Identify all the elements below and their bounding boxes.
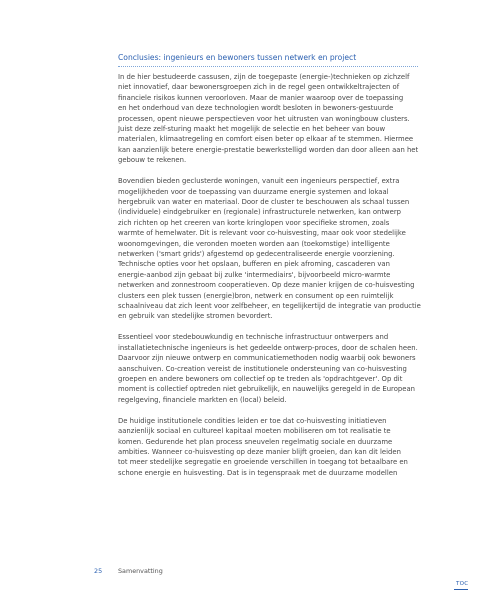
text-line: (individuele) eindgebruiker en (regionale) infrastructurele netwerken, kan ontwerp: [118, 208, 402, 217]
text-line: groepen en andere bewoners om collectief op te treden als 'opdrachtgever'. Op dit: [118, 374, 403, 383]
paragraph: [118, 416, 424, 478]
toc-link[interactable]: TOC: [456, 581, 469, 587]
text-line: en het onderhoud van deze technologien wordt besloten in bewoners-gestuurde: [118, 104, 394, 113]
text-line: ambities. Wanneer co-huisvesting op deze manier blijft groeien, dan kan dit leiden: [118, 447, 401, 456]
text-line: netwerken ('smart grids') afgestemd op gedecentraliseerde energie voorziening.: [118, 250, 395, 258]
text-line: Juist deze zelf-sturing maakt het mogelijk de selectie en het beheer van bouw: [118, 125, 386, 134]
text-line: Essentieel voor stedebouwkundig en technische infrastructuur ontwerpers and: [118, 333, 389, 342]
text-line: komen. Gedurende het plan process sneuvelen regelmatig sociale en duurzame: [118, 437, 393, 446]
text-line: aanschuiven. Co-creation vereist de institutionele ondersteuning van co-huisvesting: [118, 364, 407, 373]
text-line: In de hier bestudeerde cassusen, zijn de toegepaste (energie-)technieken op zichzelf: [118, 73, 410, 81]
text-line: mogelijkheden voor de toepassing van duurzame energie systemen and lokaal: [118, 187, 389, 196]
text-line: niet innovatief, daar bewonersgroepen zich in de regel geen ontwikkeltrajecten of: [118, 83, 400, 92]
text-line: energie-aanbod zijn gebaat bij zulke 'intermediairs', bijvoorbeeld micro-warmte: [118, 270, 391, 279]
text-line: tot meer stedelijke segregatie en groeiende verschillen in toegang tot betaalbare en: [118, 458, 408, 467]
text-line: kan aanzienlijk betere energie-prestatie bewerkstelligd worden dan door alleen aan het: [118, 145, 419, 154]
text-line: warmte of hemelwater. Dit is relevant voor co-huisvesting, maar ook voor stedelijke: [118, 229, 406, 238]
toc-underline: [454, 589, 468, 590]
text-line: Bovendien bieden geclusterde woningen, vanuit een ingenieurs perspectief, extra: [118, 177, 400, 186]
text-line: moment is collectief optreden niet gebruikelijk, en nauwelijks geregeld in de European: [118, 385, 415, 394]
heading-divider: [118, 66, 418, 67]
text-line: financiele risikos kunnen veroorloven. Maar de manier waaroop over de toepassing: [118, 93, 404, 102]
paragraph: [118, 176, 424, 322]
text-line: schone energie en huisvesting. Dat is in tegenspraak met de duurzame modellen: [118, 468, 398, 477]
section-heading: Conclusies: ingenieurs en bewoners tussen netwerk en project: [118, 53, 357, 62]
text-line: installatietechnische ingenieurs is het gedeelde ontwerp-proces, door de schalen heen.: [118, 343, 418, 352]
paragraph: [118, 332, 424, 405]
text-line: woonomgevingen, die veronden moeten worden aan (toekomstige) intelligente: [118, 239, 390, 248]
paragraph: [118, 72, 424, 166]
text-line: en gebruik van stedelijke stromen bevordert.: [118, 312, 273, 321]
text-line: processen, opent nieuwe perspectieven voor het uitrusten van woningbouw clusters.: [118, 114, 410, 123]
text-line: Daarvoor zijn nieuwe ontwerp en communicatiemethoden nodig waarbij ook bewoners: [118, 354, 416, 363]
body-text: [118, 72, 424, 489]
page-number: 25: [94, 567, 103, 575]
text-line: hergebruik van water en materiaal. Door de cluster te beschouwen als schaal tussen: [118, 197, 410, 206]
text-line: materialen, klimaatregeling en comfort eisen beter op elkaar af te stemmen. Hiermee: [118, 135, 414, 144]
text-line: netwerken and zonnestroom cooperatieven. Op deze manier krijgen de co-huisvesting: [118, 281, 415, 290]
text-line: regelgeving, financiele markten en (local) beleid.: [118, 395, 287, 404]
footer-section-label: Samenvatting: [118, 567, 163, 575]
text-line: gebouw te rekenen.: [118, 156, 187, 165]
text-line: zich richten op het creeren van korte kringlopen voor specifieke stromen, zoals: [118, 218, 390, 227]
text-line: Technische opties voor het opslaan, bufferen en piek afroming, cascaderen van: [118, 260, 390, 269]
text-line: schaalniveau dat zich leent voor zelfbeheer, en tegelijkertijd de integratie van productie: [118, 302, 421, 311]
text-line: aanzienlijk sociaal en cultureel kapitaal moeten mobiliseren om tot realisatie te: [118, 427, 391, 436]
text-line: clusters een plek tussen (energie)bron, netwerk en consument op een ruimtelijk: [118, 291, 394, 300]
text-line: De huidige institutionele condities leiden er toe dat co-huisvesting initiatieven: [118, 416, 387, 425]
